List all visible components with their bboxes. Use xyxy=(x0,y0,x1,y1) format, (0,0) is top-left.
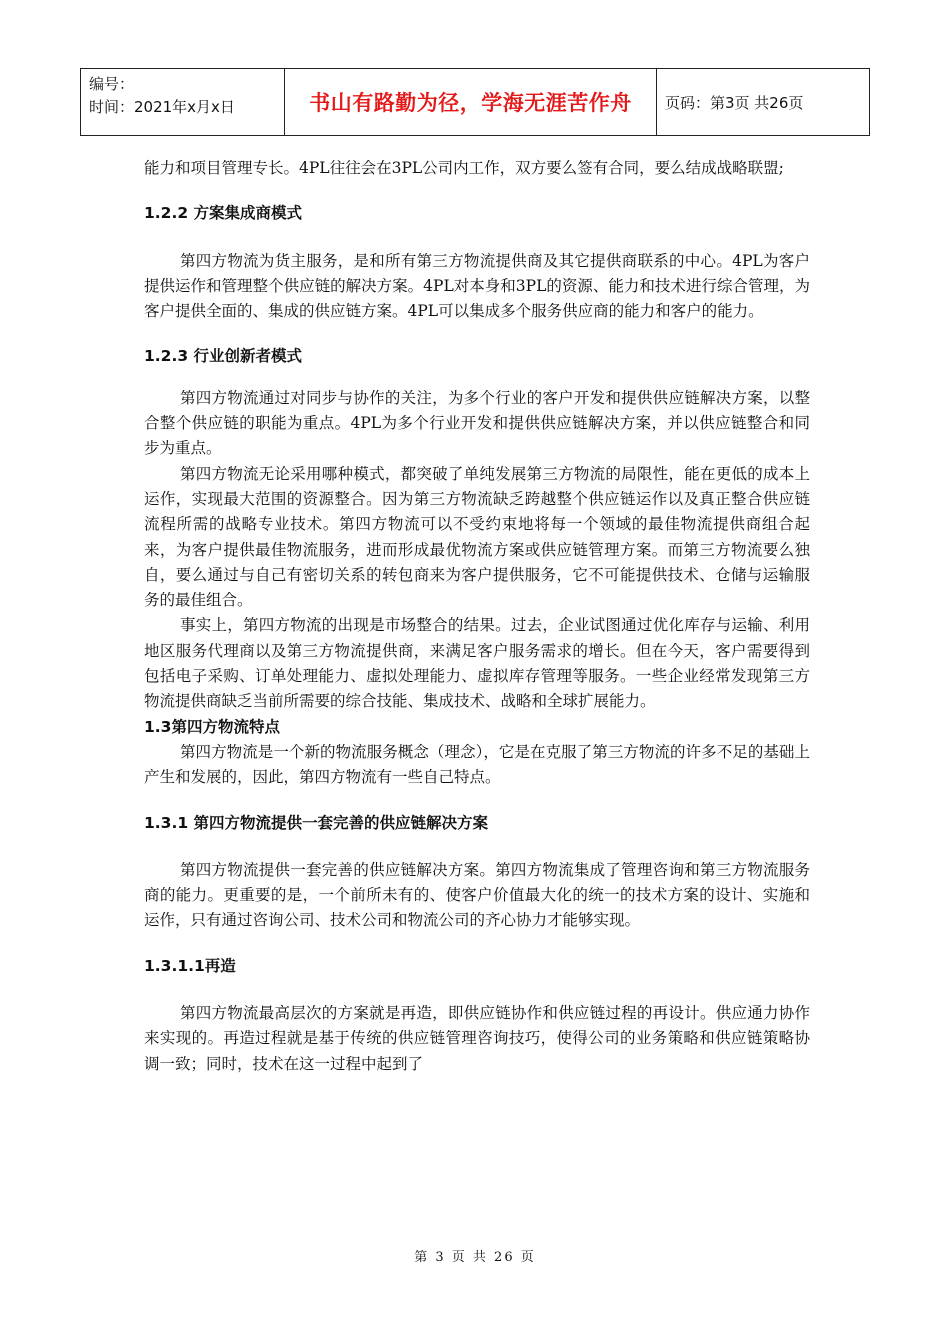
page-header-table xyxy=(80,68,870,136)
section-heading-1-3-1-1: 1.3.1.1再造 xyxy=(144,956,236,975)
body-paragraph: 第四方物流最高层次的方案就是再造，即供应链协作和供应链过程的再设计。供应通力协作来实现的。再造过程就是基于传统的供应链管理咨询技巧，使得公司的业务策略和供应链策略协调一致；同时，技术在这一过程中起到了 xyxy=(144,1004,810,1073)
section-heading-1-3-1: 1.3.1 第四方物流提供一套完善的供应链解决方案 xyxy=(144,813,489,832)
body-paragraph: 第四方物流无论采用哪种模式，都突破了单纯发展第三方物流的局限性，能在更低的成本上运作，实现最大范围的资源整合。因为第三方物流缺乏跨越整个供应链运作以及真正整合供应链流程所需的战略专业技术。第四方物流可以不受约束地将每一个领域的最佳物流提供商组合起来，为客户提供最佳物流服务，进而形成最优物流方案或供应链管理方案。而第三方物流要么独自，要么通过与自己有密切关系的转包商来为客户提供服务，它不可能提供技术、仓储与运输服务的最佳组合。 xyxy=(144,464,810,610)
body-paragraph: 能力和项目管理专长。4PL往往会在3PL公司内工作，双方要么签有合同，要么结成战略联盟; xyxy=(144,159,784,177)
header-motto: 书山有路勤为径，学海无涯苦作舟 xyxy=(285,69,657,135)
body-paragraph: 第四方物流通过对同步与协作的关注，为多个行业的客户开发和提供供应链解决方案，以整合整个供应链的职能为重点。4PL为多个行业开发和提供供应链解决方案，并以供应链整合和同步为重点。 xyxy=(144,388,810,458)
document-body xyxy=(144,156,810,1077)
body-paragraph: 第四方物流提供一套完善的供应链解决方案。第四方物流集成了管理咨询和第三方物流服务商的能力。更重要的是，一个前所未有的、使客户价值最大化的统一的技术方案的设计、实施和运作，只有通过咨询公司、技术公司和物流公司的齐心协力才能够实现。 xyxy=(144,860,810,930)
section-heading-1-3: 1.3第四方物流特点 xyxy=(144,717,280,736)
body-paragraph: 第四方物流是一个新的物流服务概念（理念），它是在克服了第三方物流的许多不足的基础上产生和发展的，因此，第四方物流有一些自己特点。 xyxy=(144,742,810,787)
page-footer: 第 3 页 共 26 页 xyxy=(414,1250,536,1265)
document-number-label: 编号： xyxy=(89,75,135,93)
header-meta-cell xyxy=(81,69,285,135)
body-paragraph: 第四方物流为货主服务，是和所有第三方物流提供商及其它提供商联系的中心。4PL为客户提供运作和管理整个供应链的解决方案。4PL对本身和3PL的资源、能力和技术进行综合管理，为客户提供全面的、集成的供应链方案。4PL可以集成多个服务供应商的能力和客户的能力。 xyxy=(144,251,810,321)
section-heading-1-2-2: 1.2.2 方案集成商模式 xyxy=(144,204,303,223)
body-paragraph: 事实上，第四方物流的出现是市场整合的结果。过去，企业试图通过优化库存与运输、利用地区服务代理商以及第三方物流提供商，来满足客户服务需求的增长。但在今天，客户需要得到包括电子采购、订单处理能力、虚拟处理能力、虚拟库存管理等服务。一些企业经常发现第三方物流提供商缺乏当前所需要的综合技能、集成技术、战略和全球扩展能力。 xyxy=(144,616,810,711)
document-date: 时间：2021年x月x日 xyxy=(89,98,235,116)
section-heading-1-2-3: 1.2.3 行业创新者模式 xyxy=(144,347,303,366)
header-page-info: 页码：第3页 共26页 xyxy=(665,93,804,112)
